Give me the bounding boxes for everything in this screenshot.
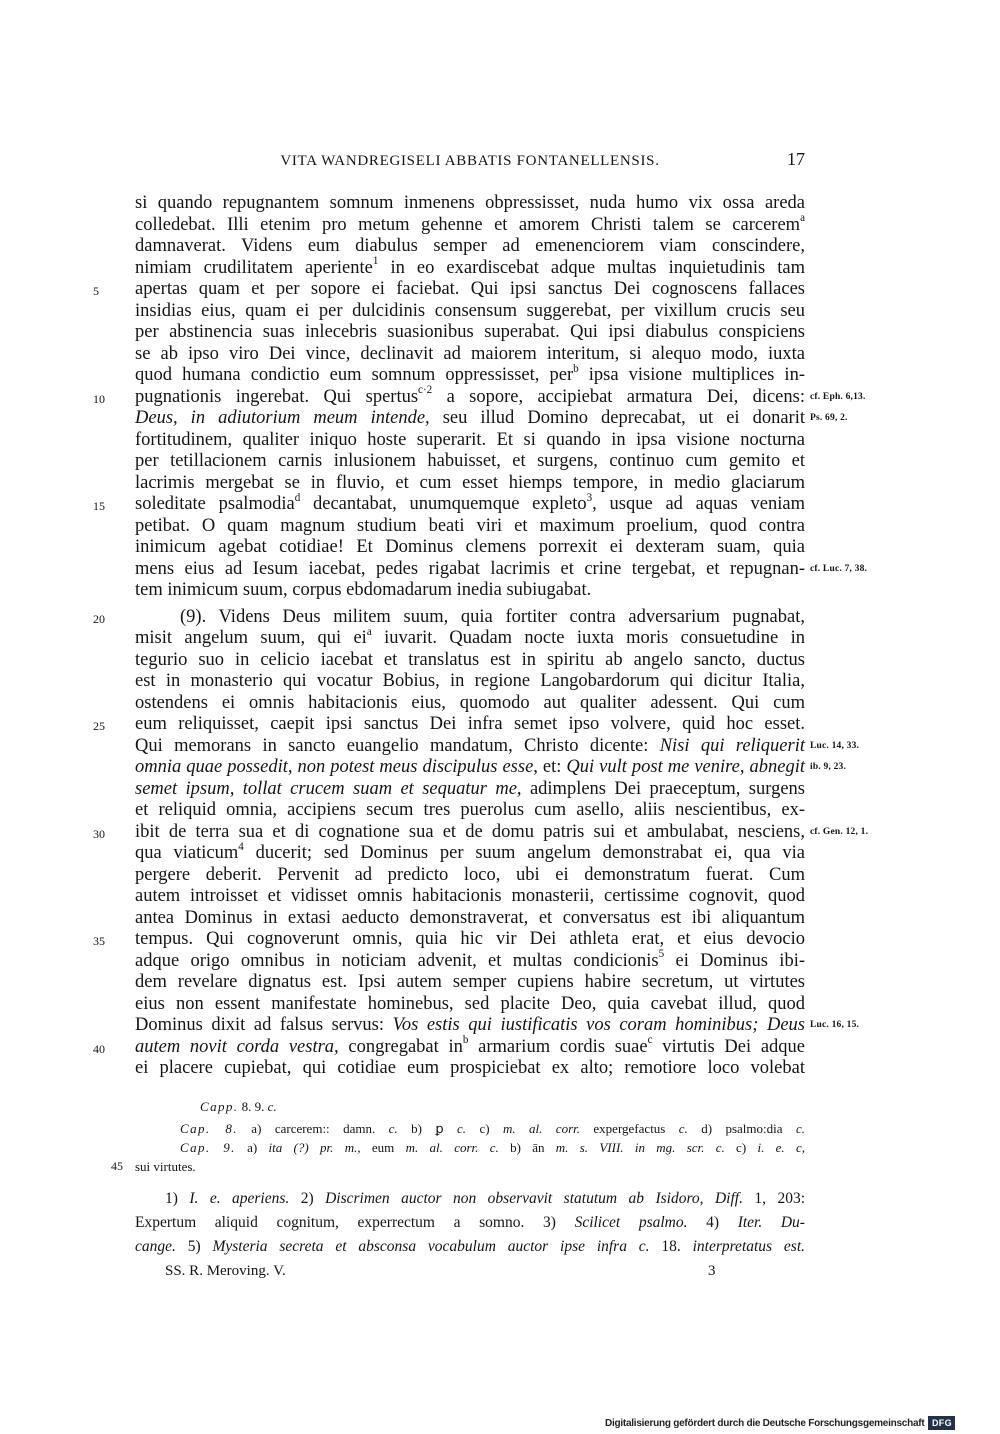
text-run: petibat. O quam magnum studium beati viri et maximum proelium, quod contra — [135, 515, 805, 536]
italic-text: Vos estis qui iustificatis vos coram hominibus; Deus — [392, 1015, 805, 1035]
note-marker: a — [366, 625, 372, 638]
text-run: adque origo omnibus in noticiam advenit, et multas condicionis — [135, 950, 659, 971]
marginal-reference: Luc. 16, 15. — [810, 1020, 860, 1030]
text-run: a) carcerem:: damn. — [237, 1121, 389, 1136]
marginal-reference: Ps. 69, 2. — [810, 413, 848, 423]
text-line — [135, 1119, 805, 1138]
text-run: (9). Videns Deus militem suum, quia fortiter contra adversarium pugnabat, — [180, 606, 805, 627]
line-number: 15 — [93, 499, 105, 513]
text-run: ei placere cupiebat, qui cotidiae eum prospiciebat ex alto; remotiore loco volebat — [135, 1058, 805, 1078]
text-run: fortitudinem, qualiter iniquo hoste superarit. Et si quando in ipsa visione nocturna — [135, 429, 805, 450]
text-line — [135, 671, 805, 693]
text-run: ipsa visione multiplices in- — [578, 365, 805, 385]
text-run: antea Dominus in extasi aeducto demonstraverat, et conversatus est ibi aliquantum — [135, 907, 805, 928]
text-run: 5) — [175, 1238, 213, 1255]
italic-text: m. s. VIII. in mg. scr. c. — [555, 1140, 725, 1155]
text-run: expergefactus — [580, 1121, 679, 1136]
text-line — [135, 236, 805, 258]
note-marker: 1 — [372, 255, 379, 268]
text-run: 1, 203: — [742, 1190, 806, 1207]
text-line — [135, 757, 847, 779]
text-run: colledebat. Illi etenim pro metum gehenne et amorem Christi talem se carcerem — [135, 214, 801, 235]
italic-text: Scilicet psalmo. — [574, 1214, 688, 1231]
line-number: 45 — [111, 1159, 123, 1173]
italic-text: Iter. Du- — [737, 1214, 805, 1231]
text-run: insidias eius, quam ei per dulcidinis consensum suggerebat, per vixillum crucis seu — [135, 300, 805, 321]
text-line — [135, 840, 805, 865]
text-run: 18. — [649, 1238, 693, 1255]
line-number: 20 — [93, 611, 105, 626]
text-run: autem introisset et vidisset omnis habitacionis monasterii, certissime cognovit, quod — [135, 886, 805, 906]
text-line — [135, 212, 805, 237]
marginal-reference: cf. Eph. 6,13. — [810, 391, 866, 402]
italic-text: interpretatus est. — [692, 1238, 805, 1255]
italic-text: I. e. aperiens. — [189, 1190, 290, 1207]
text-line — [135, 625, 805, 650]
text-run: a) — [235, 1140, 269, 1155]
text-line — [135, 193, 805, 215]
text-line — [135, 1097, 805, 1116]
text-line — [135, 301, 805, 323]
text-line — [93, 491, 805, 516]
text-run: seu illud Domino deprecabat, ut ei donarit — [429, 408, 805, 428]
text-line — [135, 344, 805, 366]
footnotes — [135, 1187, 805, 1259]
text-line — [135, 948, 805, 973]
italic-text: m. al. corr. — [502, 1121, 580, 1136]
text-line — [135, 537, 805, 559]
text-run: dem revelare dignatus est. Ipsi autem semper cupiens habire secretum, ut virtutes — [135, 972, 805, 992]
text-run: inimicum agebat cotidiae! Et Dominus clemens porrexit ei dexteram suam, quia — [135, 537, 805, 557]
italic-text: Capp. — [200, 1099, 239, 1114]
text-run: per abstinencia suas inlecebris suasionibus superabat. Qui ipsi diabulus conspiciens — [135, 322, 805, 342]
note-marker: 5 — [658, 948, 665, 961]
note-marker: c — [647, 1034, 653, 1047]
italic-text: ita (?) pr. m., — [268, 1140, 361, 1155]
text-run: et reliquid omnia, accipiens secum tres puerolus cum asello, aliis nescientibus, ex- — [135, 800, 805, 820]
text-line — [135, 908, 805, 930]
marginal-reference: ib. 9, 23. — [810, 762, 847, 772]
line-number: 25 — [93, 719, 105, 733]
text-line — [135, 408, 848, 430]
text-line — [135, 886, 805, 908]
line-number: 30 — [93, 826, 105, 841]
italic-text: c. — [388, 1121, 398, 1136]
text-run: tempus. Qui cognoverunt omnis, quia hic vir Dei athleta erat, et eius devocio — [135, 929, 805, 949]
note-marker: 3 — [586, 491, 593, 504]
critical-apparatus — [111, 1097, 806, 1176]
text-run: est in monasterio qui vocatur Bobius, in regione Langobardorum qui dicitur Italia, — [135, 671, 805, 691]
text-run: eum reliquisset, caepit ipsi sanctus Dei infra semet ipso volvere, quid hoc esset. — [135, 714, 805, 734]
italic-text: i. e. c, — [757, 1140, 806, 1155]
line-number: 35 — [93, 934, 105, 948]
text-run: ducerit; sed Dominus per suum angelum demonstrabat ei, qua via — [243, 843, 805, 863]
text-run: d) psalmo:dia — [687, 1121, 796, 1136]
italic-text: omnia quae possedit, non potest meus discipulus esse, — [135, 757, 538, 777]
text-run: quod humana condictio eum somnum oppressisset, per — [135, 365, 574, 385]
text-line — [135, 972, 805, 994]
line-number: 40 — [93, 1041, 105, 1056]
text-run: b) ān — [498, 1140, 556, 1155]
text-line — [93, 714, 805, 736]
text-run: a sopore, accipiebat armatura Dei, dicens: — [432, 386, 805, 407]
text-line — [93, 1034, 806, 1059]
text-run: eius non essent manifestate hominebus, sed placite Deo, quia cavebat illud, quod — [135, 993, 805, 1014]
text-line — [135, 473, 805, 495]
text-line — [135, 1187, 805, 1211]
text-line — [93, 929, 805, 951]
text-line — [135, 451, 805, 473]
text-run: apertas quam et per sopore ei faciebat. Qui ipsi sanctus Dei cognoscens fallaces — [135, 279, 805, 299]
italic-text: c. — [267, 1099, 277, 1114]
italic-text: c. — [457, 1121, 467, 1136]
text-run: et: — [537, 757, 567, 777]
text-run: se ab ipso viro Dei vince, declinavit ad maiorem interitum, si alequo modo, iuxta — [135, 343, 805, 364]
text-line — [135, 1138, 805, 1157]
dfg-logo: DFG — [928, 1416, 955, 1430]
text-run: in eo exardiscebat adque multas inquietudinis tam — [378, 257, 805, 278]
note-marker: b — [462, 1034, 469, 1047]
italic-text: Deus, in adiutorium meum intende, — [135, 408, 430, 428]
text-line — [135, 516, 805, 538]
italic-text: Qui vult post me venire, abnegit — [566, 757, 805, 777]
text-run: ibit de terra sua et di cognatione sua et de domu patris sui et ambulabat, nesciens, — [135, 821, 805, 842]
italic-text: c. — [678, 1121, 688, 1136]
text-line — [135, 1211, 805, 1235]
text-line — [135, 1015, 860, 1037]
note-marker: b — [573, 362, 579, 375]
italic-text: m. al. corr. c. — [405, 1140, 499, 1155]
text-run: 1) — [165, 1190, 190, 1207]
text-line — [93, 384, 866, 409]
text-line — [135, 800, 805, 822]
marginal-reference: cf. Luc. 7, 38. — [810, 563, 868, 574]
funding-banner — [605, 1415, 955, 1431]
text-run: decantabat, unumquemque expleto — [300, 494, 587, 514]
text-line — [93, 606, 805, 629]
text-run: tegurio suo in celicio iacebat et translatus est in spiritu ab angelo sancto, ductus — [135, 649, 805, 670]
paragraph — [93, 193, 868, 602]
text-line — [135, 430, 805, 452]
italic-text: c. — [795, 1121, 805, 1136]
funding-notice: Digitalisierung gefördert durch die Deutsche Forschungsgemeinschaft — [605, 1417, 925, 1429]
italic-text: Nisi qui reliquerit — [659, 735, 805, 756]
text-run: sui virtutes. — [135, 1159, 196, 1174]
text-line — [135, 994, 805, 1016]
page-number: 17 — [787, 149, 805, 169]
text-run: mens eius ad Iesum iacebat, pedes rigabat lacrimis et crine tergebat, et repugnan- — [135, 558, 805, 579]
text-line — [135, 735, 860, 758]
paragraph — [93, 606, 869, 1080]
italic-text: semet ipsum, tollat crucem suam et sequatur me, — [135, 778, 522, 799]
text-run: virtutis Dei adque — [652, 1036, 806, 1057]
text-run: iuvarit. Quadam nocte iuxta moris consuetudine in — [371, 628, 805, 648]
text-line — [135, 362, 805, 387]
text-line — [135, 322, 805, 344]
marginal-reference: Luc. 14, 33. — [810, 740, 860, 751]
text-run: ostendens ei omnis habitacionis eius, quomodo aut qualiter adessent. Qui cum — [135, 692, 805, 713]
note-marker: 4 — [238, 840, 244, 853]
italic-text: Mysteria secreta et absconsa vocabulum auctor ipse infra c. — [212, 1238, 650, 1255]
text-run: pergere deberit. Pervenit ad predicto loco, ubi ei demonstratum fuerat. Cum — [135, 864, 805, 885]
text-line — [135, 650, 805, 672]
text-line — [135, 779, 805, 801]
text-line — [93, 821, 869, 844]
text-line — [93, 279, 805, 301]
text-run: Expertum aliquid cognitum, experrectum a somno. 3) — [135, 1214, 575, 1231]
text-run: Dominus dixit ad falsus servus: — [135, 1015, 393, 1035]
text-run: soleditate psalmodia — [135, 494, 295, 514]
text-run: ei Dominus ibi- — [664, 950, 805, 971]
text-run: adimplens Dei praeceptum, surgens — [521, 778, 805, 799]
text-run: b) ꝑ — [397, 1121, 457, 1136]
text-run: eum — [360, 1140, 406, 1155]
signature-line — [0, 1260, 1000, 1282]
text-run: 8. 9. — [238, 1099, 268, 1114]
note-marker: d — [294, 491, 301, 504]
text-line — [135, 1235, 805, 1259]
running-title: VITA WANDREGISELI ABBATIS FONTANELLENSIS. — [280, 153, 660, 169]
text-run: Qui memorans in sancto euangelio mandatum, Christo dicente: — [135, 735, 660, 756]
text-run: 2) — [289, 1190, 326, 1207]
text-line — [135, 1058, 805, 1080]
line-number: 5 — [93, 284, 99, 298]
text-line — [135, 255, 805, 280]
main-text — [93, 193, 869, 1080]
italic-text: Discrimen auctor non observavit statutum ab Isidoro, Diff. — [325, 1190, 743, 1207]
text-run: misit angelum suum, qui ei — [135, 628, 367, 648]
text-run: 4) — [687, 1214, 738, 1231]
line-number: 10 — [93, 391, 105, 406]
sheet-signature: SS. R. Meroving. V. — [165, 1263, 286, 1279]
marginal-reference: cf. Gen. 12, 1. — [810, 826, 869, 837]
text-run: c) — [466, 1121, 503, 1136]
running-header — [135, 150, 805, 172]
note-marker: c·2 — [418, 384, 433, 397]
italic-text: autem novit corda vestra, — [135, 1036, 339, 1057]
text-line — [135, 580, 805, 602]
text-run: qua viaticum — [135, 843, 239, 863]
text-line — [111, 1157, 805, 1176]
text-run: tem inimicum suum, corpus ebdomadarum inedia subiugabat. — [135, 580, 592, 600]
text-run: c) — [724, 1140, 758, 1155]
text-run: armarium cordis suae — [468, 1036, 648, 1057]
note-marker: a — [800, 212, 805, 225]
text-run: , usque ad aquas veniam — [592, 494, 805, 514]
sheet-number: 3 — [708, 1263, 716, 1279]
italic-text: Cap. 8. — [180, 1121, 238, 1136]
text-line — [135, 865, 805, 887]
text-run: lacrimis mergebat se in fluvio, et cum esset hiemps tempore, in medio glaciarum — [135, 472, 805, 493]
text-run: pugnationis ingerebat. Qui spertus — [135, 386, 419, 407]
text-run: nimiam crudilitatem aperiente — [135, 257, 373, 278]
text-run: si quando repugnantem somnum inmenens obpressisset, nuda humo vix ossa areda — [135, 193, 805, 213]
text-run: per tetillacionem carnis inlusionem habuisset, et surgens, continuo cum gemito et — [135, 451, 805, 471]
italic-text: Cap. 9. — [180, 1140, 236, 1155]
text-run: congregabat in — [338, 1036, 463, 1057]
text-line — [135, 693, 805, 715]
text-run: damnaverat. Videns eum diabulus semper ad emenenciorem viam conscindere, — [135, 236, 805, 256]
italic-text: cange. — [135, 1238, 176, 1255]
text-line — [135, 558, 868, 581]
